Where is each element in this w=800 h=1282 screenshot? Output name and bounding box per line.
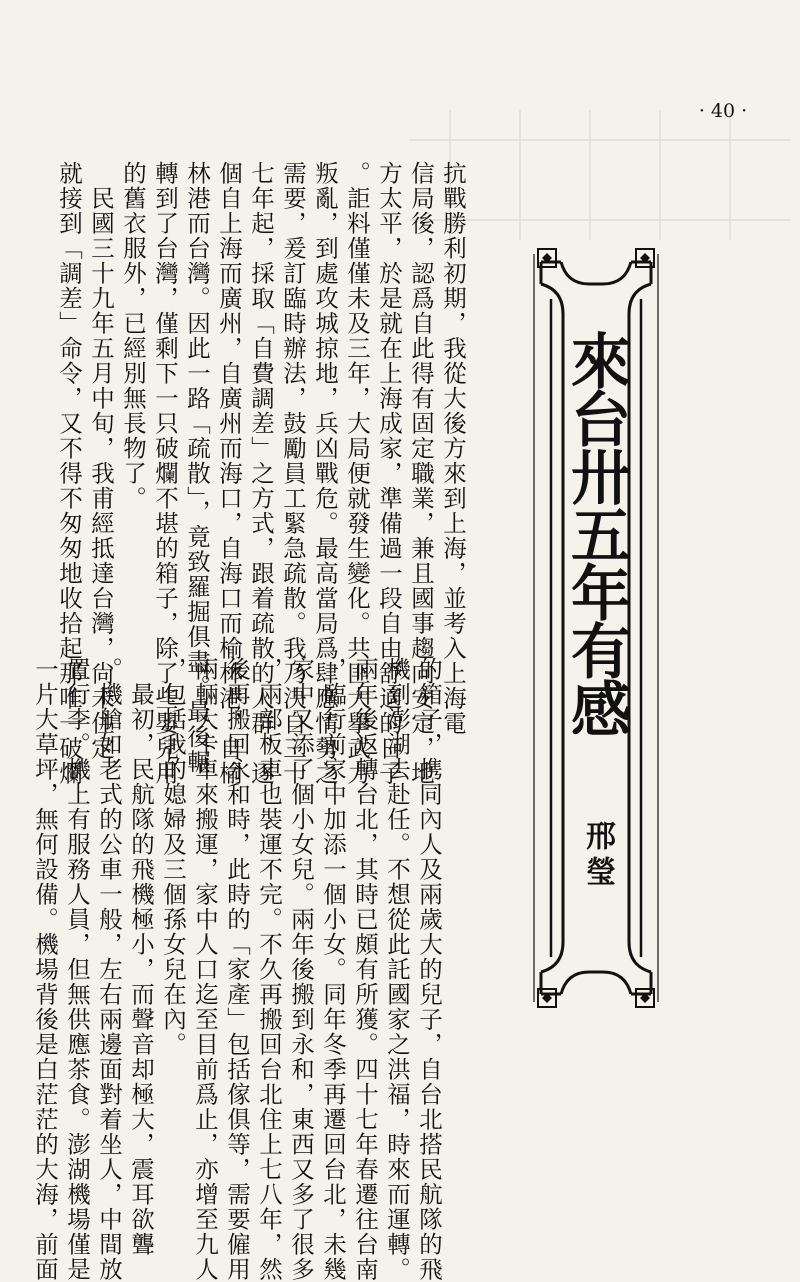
text-column: 兩輛大卡車來搬運，家中人口迄至目前爲止，亦增至九人 [191,657,219,1282]
text-column: 機到澎湖去赴任。不想從此託國家之洪福，時來而運轉。 [383,657,411,1282]
article-title: 來台卅五年有感 [561,330,631,736]
text-column: 林港而台灣。因此一路「疏散」，竟致羅掘俱盡。最後輾 [183,161,211,775]
text-column: 。機艙如老式的公車一般，左右兩邊面對着坐人，中間放 [95,657,123,1282]
text-column: 七年起，採取「自費調差」之方式，跟着疏散的人群，逐 [247,161,275,786]
text-column: 的箱子，携同內人及兩歲大的兒子，自台北搭民航隊的飛 [415,657,443,1282]
text-column: 轉到了台灣，僅剩下一只破爛不堪的箱子，除了些嬰兒用 [151,161,179,786]
text-column: 叛亂，到處攻城掠地，兵凶戰危。最高當局爲肆應情勢之 [311,161,339,786]
text-column: 最初，民航隊的飛機極小，而聲音却極大，震耳欲聾 [127,657,155,1257]
text-column: 的舊衣服外，已經別無長物了。 [119,161,147,511]
text-column: 抗戰勝利初期，我從大後方來到上海，並考入上海電 [439,161,467,736]
text-column: 置行李。機上有服務人員，但無供應茶食。澎湖機場僅是 [63,657,91,1282]
text-column: 信局後，認爲自此得有固定職業，兼且國事趨向安定，地 [407,161,435,786]
text-column: 一片大草坪，無何設備。機場背後是白茫茫的大海，前面 [31,657,59,1282]
text-column: 個自上海而廣州，自廣州而海口，自海口而榆林港，自榆 [215,161,243,786]
author-name: 邢瑩 [580,820,615,892]
text-column: 方太平，於是就在上海成家，準備過一段自由舒適的日子 [375,161,403,786]
text-column: 後再搬回永和時，此時的「家產」包括傢俱等，需要僱用 [223,657,251,1282]
text-column: 家中又添了個小女兒。兩年後搬到永和，東西又多了很多 [287,657,315,1282]
text-column: 。詎料僅僅未及三年，大局便就發生變化。共匪大擧武力 [343,161,371,786]
text-column: 民國三十九年五月中旬，我甫經抵達台灣，尙未住定 [87,161,115,761]
text-column: ，臨行前家中加添一個小女。同年冬季再遷回台北，未幾 [319,657,347,1282]
text-column: 兩年後返轉台北，其時已頗有所獲。四十七年春遷往台南 [351,657,379,1282]
text-column: ，兩部板車也裝運不完。不久再搬回台北住上七八年，然 [255,657,283,1282]
text-column: 需要，爰訂臨時辦法，鼓勵員工緊急疏散。我乃決自三十 [279,161,307,786]
text-column: ，包括我的媳婦及三個孫女兒在內。 [159,657,187,1057]
text-column: 就接到「調差」命令，又不得不匆匆地收拾起那唯一破爛 [55,161,83,786]
page-number: · 40 · [698,100,748,122]
